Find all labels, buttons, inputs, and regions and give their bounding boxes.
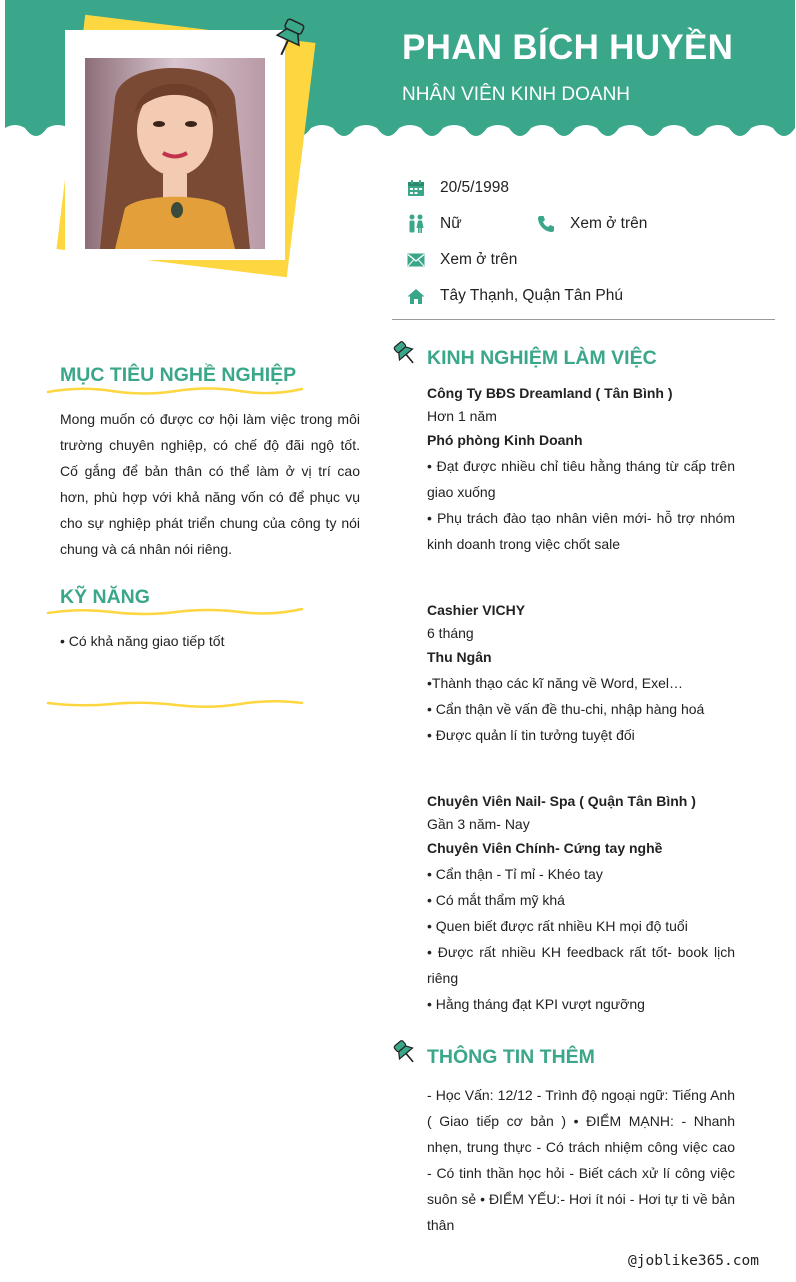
company-name: Công Ty BĐS Dreamland ( Tân Bình ) (427, 385, 673, 401)
experience-item (427, 790, 735, 1017)
skills-text: • Có khả năng giao tiếp tốt (60, 633, 225, 649)
pushpin-icon (392, 1039, 418, 1072)
duration: Gần 3 năm- Nay (427, 816, 530, 832)
skills-title: KỸ NĂNG (60, 586, 150, 608)
contact-birthday (405, 177, 509, 199)
skills-bottom-divider (46, 697, 304, 711)
description-line: • Phụ trách đào tạo nhân viên mới- hỗ trợ nhóm kinh doanh trong việc chốt sale (427, 510, 735, 552)
duration: 6 tháng (427, 625, 474, 641)
company-name: Cashier VICHY (427, 602, 526, 618)
extra-info-title: THÔNG TIN THÊM (427, 1046, 595, 1068)
role: Phó phòng Kinh Doanh (427, 432, 583, 448)
description-line: • Quen biết được rất nhiều KH mọi độ tuổi (427, 918, 688, 934)
objective-title: MỤC TIÊU NGHỀ NGHIỆP (60, 364, 297, 386)
email-text: Xem ở trên (440, 251, 518, 268)
description-line: • Cẩn thận về vấn đề thu-chi, nhập hàng hoá (427, 701, 705, 717)
address-text: Tây Thạnh, Quận Tân Phú (440, 287, 623, 304)
pushpin-icon (268, 16, 308, 65)
description-line: • Có mắt thẩm mỹ khá (427, 892, 565, 908)
role: Chuyên Viên Chính- Cứng tay nghề (427, 840, 663, 856)
experience-item (427, 382, 735, 557)
watermark: @joblike365.com (628, 1253, 759, 1269)
skills-underline (46, 605, 304, 619)
contact-address (405, 285, 623, 307)
candidate-name: PHAN BÍCH HUYỀN (402, 28, 734, 67)
phone-text: Xem ở trên (570, 215, 648, 232)
experience-title: KINH NGHIỆM LÀM VIỆC (427, 347, 657, 369)
gender-text: Nữ (440, 215, 462, 232)
description-line: • Được rất nhiều KH feedback rất tốt- book lịch riêng (427, 944, 735, 986)
people-icon (405, 213, 427, 235)
description-line: • Cẩn thận - Tỉ mỉ - Khéo tay (427, 866, 603, 882)
job-title: NHÂN VIÊN KINH DOANH (402, 84, 631, 105)
extra-info-text: - Học Vấn: 12/12 - Trình độ ngoại ngữ: Tiếng Anh ( Giao tiếp cơ bản ) • ĐIỂM MẠNH: - Nhanh nhẹn, trung thực - Có trách nhiệm công việc cao - Có tinh thần học hỏi - Biết cách xử lí công việc suôn sẻ • ĐIỂM YẾU:- Hơi ít nói - Hơi tự ti về bản thân (427, 1087, 735, 1233)
phone-icon (535, 213, 557, 235)
envelope-icon (405, 249, 427, 271)
duration: Hơn 1 năm (427, 408, 497, 424)
description-line: • Đạt được nhiều chỉ tiêu hằng tháng từ cấp trên giao xuống (427, 458, 735, 500)
company-name: Chuyên Viên Nail- Spa ( Quận Tân Bình ) (427, 793, 696, 809)
objective-underline (46, 384, 304, 398)
pushpin-icon (392, 340, 418, 373)
role: Thu Ngân (427, 649, 492, 665)
description-line: • Hằng tháng đạt KPI vượt ngưỡng (427, 996, 645, 1012)
profile-photo-area (40, 8, 330, 283)
description-line: • Được quản lí tin tưởng tuyệt đối (427, 727, 635, 743)
contact-phone (535, 213, 647, 235)
contact-divider (392, 319, 775, 320)
contact-gender (405, 213, 462, 235)
experience-item (427, 599, 735, 748)
profile-photo (85, 58, 265, 249)
home-icon (405, 285, 427, 307)
calendar-icon (405, 177, 427, 199)
description-line: •Thành thạo các kĩ năng về Word, Exel… (427, 675, 683, 691)
contact-email (405, 249, 517, 271)
objective-text: Mong muốn có được cơ hội làm việc trong môi trường chuyên nghiệp, có chế độ đãi ngộ tốt. Cố gắng để bản thân có thể làm ở vị trí cao hơn, phù hợp với khả năng vốn có để phục vụ cho sự nghiệp phát triển chung của công ty nói chung và cá nhân nói riêng. (60, 411, 360, 557)
birthday-text: 20/5/1998 (440, 179, 509, 196)
